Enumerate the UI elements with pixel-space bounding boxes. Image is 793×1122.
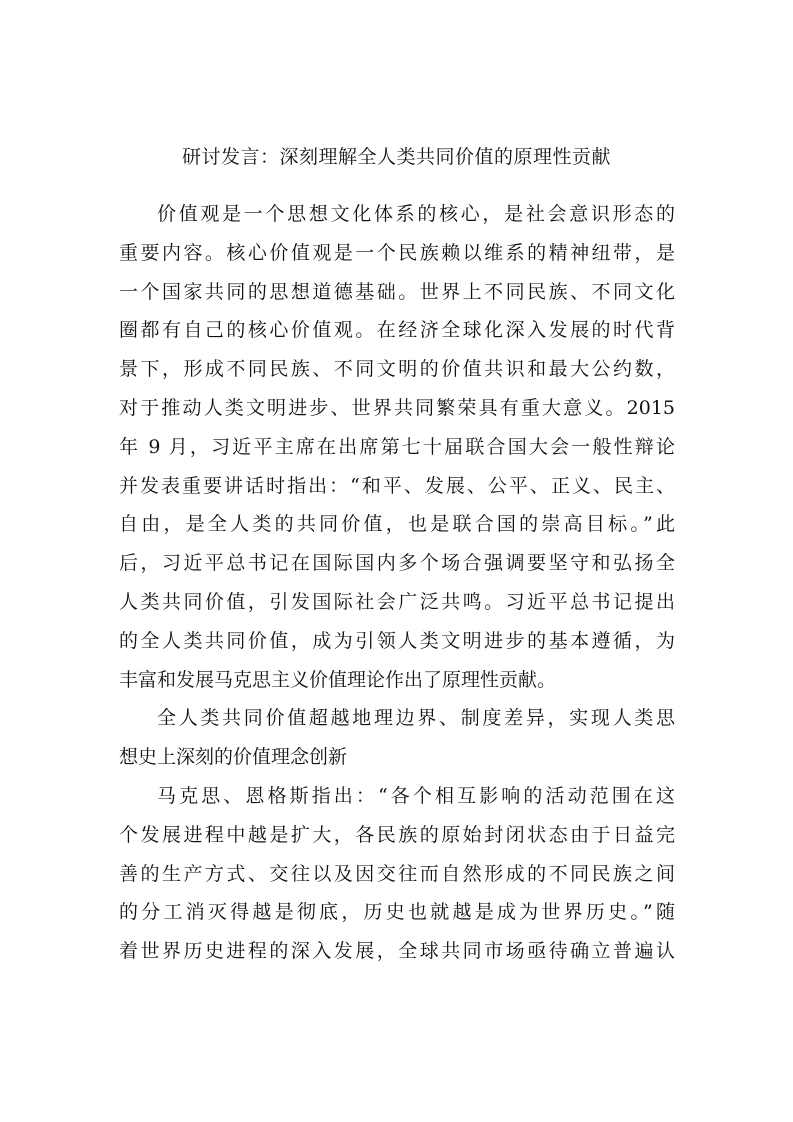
- text-line: 马克思、恩格斯指出：“各个相互影响的活动范围在这: [157, 784, 675, 807]
- text-line: 着世界历史进程的深入发展，全球共同市场亟待确立普遍认: [119, 940, 675, 963]
- text-line: 对于推动人类文明进步、世界共同繁荣具有重大意义。2015: [119, 396, 675, 419]
- text-line: 景下，形成不同民族、不同文明的价值共识和最大公约数，: [119, 358, 675, 381]
- text-line: 重要内容。核心价值观是一个民族赖以维系的精神纽带，是: [119, 241, 675, 264]
- text-line: 善的生产方式、交往以及因交往而自然形成的不同民族之间: [119, 862, 675, 885]
- text-line: 并发表重要讲话时指出：“和平、发展、公平、正义、民主、: [119, 474, 675, 497]
- text-line: 人类共同价值，引发国际社会广泛共鸣。习近平总书记提出: [119, 590, 675, 613]
- text-line: 年 9 月，习近平主席在出席第七十届联合国大会一般性辩论: [119, 435, 675, 458]
- document-body: [119, 195, 675, 971]
- text-line: 个发展进程中越是扩大，各民族的原始封闭状态由于日益完: [119, 823, 675, 846]
- text-line: 全人类共同价值超越地理边界、制度差异，实现人类思: [157, 707, 675, 730]
- text-line: 价值观是一个思想文化体系的核心，是社会意识形态的: [157, 203, 675, 225]
- text-line: 自由，是全人类的共同价值，也是联合国的崇高目标。”此: [119, 513, 675, 536]
- text-line: 圈都有自己的核心价值观。在经济全球化深入发展的时代背: [119, 319, 675, 342]
- text-line: 丰富和发展马克思主义价值理论作出了原理性贡献。: [119, 668, 557, 691]
- text-line: 的分工消灭得越是彻底，历史也就越是成为世界历史。”随: [119, 901, 675, 924]
- text-line: 一个国家共同的思想道德基础。世界上不同民族、不同文化: [119, 280, 675, 303]
- text-line: 的全人类共同价值，成为引领人类文明进步的基本遵循，为: [119, 629, 675, 652]
- text-line: 后，习近平总书记在国际国内多个场合强调要坚守和弘扬全: [119, 552, 675, 575]
- document-title: 研讨发言：深刻理解全人类共同价值的原理性贡献: [181, 145, 611, 168]
- text-line: 想史上深刻的价值理念创新: [119, 746, 348, 769]
